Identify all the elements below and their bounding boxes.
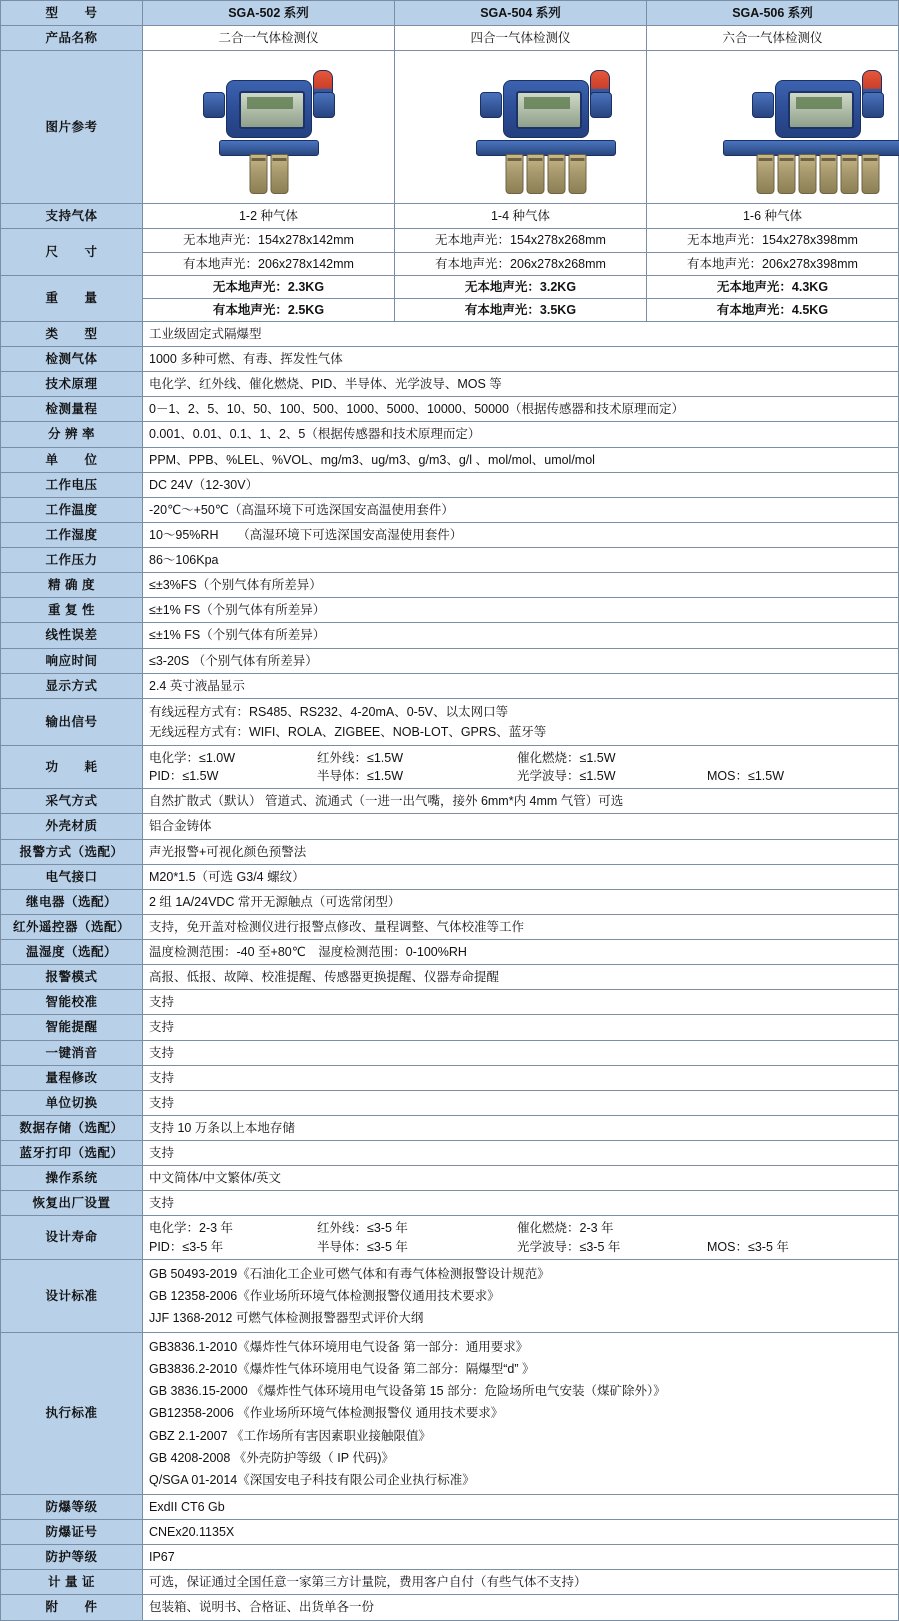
table-row-metrology-cert bbox=[1, 1570, 899, 1595]
table-row-humidity bbox=[1, 522, 899, 547]
row-label-output: 输出信号 bbox=[1, 698, 143, 745]
exec-standard-line-3: GB 3836.15-2000 《爆炸性气体环境用电气设备第 15 部分：危险场所电气安装（煤矿除外）》 bbox=[149, 1384, 666, 1399]
row-value-type: 工业级固定式隔爆型 bbox=[143, 321, 899, 346]
row-value-smart-reminder: 支持 bbox=[143, 1015, 899, 1040]
lifetime-row-1 bbox=[149, 1219, 892, 1237]
table-row-temp-humidity bbox=[1, 940, 899, 965]
table-row-size bbox=[1, 229, 899, 275]
row-label-smart-calibration: 智能校准 bbox=[1, 990, 143, 1015]
row-value-relay: 2 组 1A/24VDC 常开无源触点（可选常闭型） bbox=[143, 889, 899, 914]
row-label-relay: 继电器（选配） bbox=[1, 889, 143, 914]
column-header-502: SGA-502 系列 bbox=[143, 1, 395, 26]
gas-support-502: 1-2 种气体 bbox=[143, 204, 395, 229]
row-label-response-time: 响应时间 bbox=[1, 648, 143, 673]
row-value-temperature: -20℃～+50℃（高温环境下可选深国安高温使用套件） bbox=[143, 497, 899, 522]
design-standard-line-2: GB 12358-2006《作业场所环境气体检测报警仪通用技术要求》 bbox=[149, 1288, 500, 1303]
row-label-bluetooth-print: 蓝牙打印（选配） bbox=[1, 1141, 143, 1166]
row-label-range: 检测量程 bbox=[1, 397, 143, 422]
row-value-display: 2.4 英寸液晶显示 bbox=[143, 673, 899, 698]
exec-standard-line-6: GB 4208-2008 《外壳防护等级（ IP 代码)》 bbox=[149, 1450, 394, 1465]
output-wireless: 无线远程方式有：WIFI、ROLA、ZIGBEE、NOB-LOT、GPRS、蓝牙等 bbox=[149, 724, 547, 739]
row-label-exec-standard: 执行标准 bbox=[1, 1333, 143, 1495]
table-row-display bbox=[1, 673, 899, 698]
table-row-temperature bbox=[1, 497, 899, 522]
power-electrochemical: 电化学：≤1.0W bbox=[149, 751, 236, 765]
row-label-weight: 重 量 bbox=[1, 275, 143, 321]
lifetime-semiconductor: 半导体：≤3-5 年 bbox=[317, 1239, 408, 1254]
row-value-ex-cert: CNEx20.1135X bbox=[143, 1520, 899, 1545]
row-label-smart-reminder: 智能提醒 bbox=[1, 1015, 143, 1040]
product-name-506: 六合一气体检测仪 bbox=[647, 26, 899, 51]
row-label-size: 尺 寸 bbox=[1, 229, 143, 275]
row-value-os: 中文简体/中文繁体/英文 bbox=[143, 1166, 899, 1191]
row-label-electrical-port: 电气接口 bbox=[1, 864, 143, 889]
row-value-ex-grade: ExdII CT6 Gb bbox=[143, 1494, 899, 1519]
gas-detector-icon bbox=[401, 54, 691, 200]
row-label-gas-support: 支持气体 bbox=[1, 204, 143, 229]
table-row-ip-grade bbox=[1, 1545, 899, 1570]
power-optical: 光学波导：≤1.5W bbox=[517, 769, 616, 784]
row-label-design-standard: 设计标准 bbox=[1, 1259, 143, 1332]
row-value-sampling: 自然扩散式（默认） 管道式、流通式（一进一出气嘴，接外 6mm*内 4mm 气管）可选 bbox=[143, 789, 899, 814]
table-row-product-name bbox=[1, 26, 899, 51]
power-pid: PID：≤1.5W bbox=[149, 769, 219, 784]
table-row-sampling bbox=[1, 789, 899, 814]
power-row-2 bbox=[149, 767, 892, 785]
table-row-bluetooth-print bbox=[1, 1141, 899, 1166]
row-value-output bbox=[143, 698, 899, 745]
row-label-alarm-method: 报警方式（选配） bbox=[1, 839, 143, 864]
power-infrared: 红外线：≤1.5W bbox=[317, 751, 404, 765]
table-row-gas-support bbox=[1, 204, 899, 229]
table-row-alarm-mode bbox=[1, 965, 899, 990]
row-label-pressure: 工作压力 bbox=[1, 548, 143, 573]
table-row-weight bbox=[1, 275, 899, 321]
table-row-relay bbox=[1, 889, 899, 914]
row-value-pressure: 86～106Kpa bbox=[143, 548, 899, 573]
table-row-image bbox=[1, 51, 899, 204]
row-value-resolution: 0.001、0.01、0.1、1、2、5（根据传感器和技术原理而定） bbox=[143, 422, 899, 447]
row-label-metrology-cert: 计 量 证 bbox=[1, 1570, 143, 1595]
product-name-504: 四合一气体检测仪 bbox=[395, 26, 647, 51]
power-mos: MOS：≤1.5W bbox=[707, 769, 785, 784]
product-image-504 bbox=[395, 51, 647, 204]
row-label-remote-control: 红外遥控器（选配） bbox=[1, 914, 143, 939]
table-row-range bbox=[1, 397, 899, 422]
table-row-accessories bbox=[1, 1595, 899, 1620]
row-label-ex-cert: 防爆证号 bbox=[1, 1520, 143, 1545]
row-value-linearity: ≤±1% FS（个别气体有所差异） bbox=[143, 623, 899, 648]
weight-504-no-alarm: 无本地声光：3.2KG bbox=[464, 279, 577, 294]
row-value-bluetooth-print: 支持 bbox=[143, 1141, 899, 1166]
table-row-os bbox=[1, 1166, 899, 1191]
product-name-502: 二合一气体检测仪 bbox=[143, 26, 395, 51]
table-row-lifetime bbox=[1, 1216, 899, 1259]
row-value-range: 0－1、2、5、10、50、100、500、1000、5000、10000、50000（根据传感器和技术原理而定） bbox=[143, 397, 899, 422]
row-label-model: 型 号 bbox=[1, 1, 143, 26]
table-row-type bbox=[1, 321, 899, 346]
design-standard-line-1: GB 50493-2019《石油化工企业可燃气体和有毒气体检测报警设计规范》 bbox=[149, 1266, 550, 1281]
exec-standard-line-7: Q/SGA 01-2014《深国安电子科技有限公司企业执行标准》 bbox=[149, 1472, 475, 1487]
table-row-material bbox=[1, 814, 899, 839]
row-value-alarm-method: 声光报警+可视化颜色预警法 bbox=[143, 839, 899, 864]
row-label-repeatability: 重 复 性 bbox=[1, 598, 143, 623]
row-value-humidity: 10～95%RH （高湿环境下可选深国安高湿使用套件） bbox=[143, 522, 899, 547]
row-value-voltage: DC 24V（12-30V） bbox=[143, 472, 899, 497]
row-value-range-modify: 支持 bbox=[143, 1065, 899, 1090]
column-header-506: SGA-506 系列 bbox=[647, 1, 899, 26]
table-row-smart-reminder bbox=[1, 1015, 899, 1040]
row-label-linearity: 线性误差 bbox=[1, 623, 143, 648]
weight-506-no-alarm: 无本地声光：4.3KG bbox=[716, 279, 829, 294]
row-label-voltage: 工作电压 bbox=[1, 472, 143, 497]
table-row-principle bbox=[1, 372, 899, 397]
table-row-exec-standard bbox=[1, 1333, 899, 1495]
table-row-factory-reset bbox=[1, 1191, 899, 1216]
row-label-image: 图片参考 bbox=[1, 51, 143, 204]
table-row-repeatability bbox=[1, 598, 899, 623]
gas-support-506: 1-6 种气体 bbox=[647, 204, 899, 229]
exec-standard-line-4: GB12358-2006 《作业场所环境气体检测报警仪 通用技术要求》 bbox=[149, 1406, 504, 1421]
weight-506-with-alarm: 有本地声光：4.5KG bbox=[647, 298, 898, 321]
product-image-506 bbox=[647, 51, 899, 204]
row-value-electrical-port: M20*1.5（可选 G3/4 螺纹） bbox=[143, 864, 899, 889]
power-semiconductor: 半导体：≤1.5W bbox=[317, 769, 404, 784]
table-row-power bbox=[1, 746, 899, 789]
row-label-ip-grade: 防护等级 bbox=[1, 1545, 143, 1570]
lifetime-optical: 光学波导：≤3-5 年 bbox=[517, 1239, 621, 1254]
row-value-alarm-mode: 高报、低报、故障、校准提醒、传感器更换提醒、仪器寿命提醒 bbox=[143, 965, 899, 990]
row-label-os: 操作系统 bbox=[1, 1166, 143, 1191]
column-header-504: SGA-504 系列 bbox=[395, 1, 647, 26]
row-label-data-storage: 数据存储（选配） bbox=[1, 1115, 143, 1140]
output-wired: 有线远程方式有：RS485、RS232、4-20mA、0-5V、以太网口等 bbox=[149, 704, 509, 719]
table-row-resolution bbox=[1, 422, 899, 447]
size-502-with-alarm: 有本地声光：206x278x142mm bbox=[143, 252, 394, 275]
row-value-detect-gas: 1000 多种可燃、有毒、挥发性气体 bbox=[143, 347, 899, 372]
row-label-product-name: 产品名称 bbox=[1, 26, 143, 51]
row-label-accuracy: 精 确 度 bbox=[1, 573, 143, 598]
table-row-unit-switch bbox=[1, 1090, 899, 1115]
row-label-material: 外壳材质 bbox=[1, 814, 143, 839]
table-row-unit bbox=[1, 447, 899, 472]
weight-502 bbox=[143, 275, 395, 321]
row-label-unit: 单 位 bbox=[1, 447, 143, 472]
table-row-model bbox=[1, 1, 899, 26]
weight-502-with-alarm: 有本地声光：2.5KG bbox=[143, 298, 394, 321]
size-504 bbox=[395, 229, 647, 275]
exec-standard-line-5: GBZ 2.1-2007 《工作场所有害因素职业接触限值》 bbox=[149, 1428, 431, 1443]
row-value-principle: 电化学、红外线、催化燃烧、PID、半导体、光学波导、MOS 等 bbox=[143, 372, 899, 397]
table-row-response-time bbox=[1, 648, 899, 673]
row-value-response-time: ≤3-20S （个别气体有所差异） bbox=[143, 648, 899, 673]
exec-standard-line-1: GB3836.1-2010《爆炸性气体环境用电气设备 第一部分：通用要求》 bbox=[149, 1340, 529, 1354]
row-value-accessories: 包装箱、说明书、合格证、出货单各一份 bbox=[143, 1595, 899, 1620]
table-row-linearity bbox=[1, 623, 899, 648]
table-row-data-storage bbox=[1, 1115, 899, 1140]
size-502 bbox=[143, 229, 395, 275]
table-row-smart-calibration bbox=[1, 990, 899, 1015]
table-row-detect-gas bbox=[1, 347, 899, 372]
row-value-smart-calibration: 支持 bbox=[143, 990, 899, 1015]
row-value-data-storage: 支持 10 万条以上本地存储 bbox=[143, 1115, 899, 1140]
table-row-ex-grade bbox=[1, 1494, 899, 1519]
row-label-unit-switch: 单位切换 bbox=[1, 1090, 143, 1115]
power-catalytic: 催化燃烧：≤1.5W bbox=[517, 751, 616, 765]
lifetime-infrared: 红外线：≤3-5 年 bbox=[317, 1221, 408, 1236]
row-label-type: 类 型 bbox=[1, 321, 143, 346]
row-value-metrology-cert: 可选，保证通过全国任意一家第三方计量院，费用客户自付（有些气体不支持） bbox=[143, 1570, 899, 1595]
table-row-accuracy bbox=[1, 573, 899, 598]
row-value-accuracy: ≤±3%FS（个别气体有所差异） bbox=[143, 573, 899, 598]
product-image-502 bbox=[143, 51, 395, 204]
table-row-electrical-port bbox=[1, 864, 899, 889]
row-value-power bbox=[143, 746, 899, 789]
lifetime-row-2 bbox=[149, 1238, 892, 1256]
weight-504 bbox=[395, 275, 647, 321]
weight-504-with-alarm: 有本地声光：3.5KG bbox=[395, 298, 646, 321]
table-row-range-modify bbox=[1, 1065, 899, 1090]
lifetime-pid: PID：≤3-5 年 bbox=[149, 1239, 224, 1254]
row-label-mute: 一键消音 bbox=[1, 1040, 143, 1065]
row-label-display: 显示方式 bbox=[1, 673, 143, 698]
table-row-remote-control bbox=[1, 914, 899, 939]
row-label-factory-reset: 恢复出厂设置 bbox=[1, 1191, 143, 1216]
row-value-design-standard bbox=[143, 1259, 899, 1332]
row-label-accessories: 附 件 bbox=[1, 1595, 143, 1620]
table-row-design-standard bbox=[1, 1259, 899, 1332]
row-value-factory-reset: 支持 bbox=[143, 1191, 899, 1216]
table-row-alarm-method bbox=[1, 839, 899, 864]
table-row-ex-cert bbox=[1, 1520, 899, 1545]
row-value-unit-switch: 支持 bbox=[143, 1090, 899, 1115]
row-label-principle: 技术原理 bbox=[1, 372, 143, 397]
gas-support-504: 1-4 种气体 bbox=[395, 204, 647, 229]
size-502-no-alarm: 无本地声光：154x278x142mm bbox=[183, 233, 354, 248]
row-label-resolution: 分 辨 率 bbox=[1, 422, 143, 447]
size-504-with-alarm: 有本地声光：206x278x268mm bbox=[395, 252, 646, 275]
row-label-lifetime: 设计寿命 bbox=[1, 1216, 143, 1259]
row-value-repeatability: ≤±1% FS（个别气体有所差异） bbox=[143, 598, 899, 623]
size-504-no-alarm: 无本地声光：154x278x268mm bbox=[435, 233, 606, 248]
power-row-1 bbox=[149, 749, 892, 767]
size-506 bbox=[647, 229, 899, 275]
gas-detector-icon bbox=[653, 54, 899, 200]
size-506-no-alarm: 无本地声光：154x278x398mm bbox=[687, 233, 858, 248]
size-506-with-alarm: 有本地声光：206x278x398mm bbox=[647, 252, 898, 275]
table-row-output bbox=[1, 698, 899, 745]
row-label-range-modify: 量程修改 bbox=[1, 1065, 143, 1090]
row-value-ip-grade: IP67 bbox=[143, 1545, 899, 1570]
weight-506 bbox=[647, 275, 899, 321]
row-label-temperature: 工作温度 bbox=[1, 497, 143, 522]
exec-standard-line-2: GB3836.2-2010《爆炸性气体环境用电气设备 第二部分：隔爆型“d” 》 bbox=[149, 1362, 535, 1377]
row-value-temp-humidity: 温度检测范围：-40 至+80℃ 湿度检测范围：0-100%RH bbox=[143, 940, 899, 965]
row-label-power: 功 耗 bbox=[1, 746, 143, 789]
table-row-voltage bbox=[1, 472, 899, 497]
gas-detector-icon bbox=[164, 54, 374, 200]
row-label-temp-humidity: 温湿度（选配） bbox=[1, 940, 143, 965]
row-value-unit: PPM、PPB、%LEL、%VOL、mg/m3、ug/m3、g/m3、g/l 、mol/mol、umol/mol bbox=[143, 447, 899, 472]
row-label-alarm-mode: 报警模式 bbox=[1, 965, 143, 990]
lifetime-electrochemical: 电化学：2-3 年 bbox=[149, 1221, 234, 1236]
weight-502-no-alarm: 无本地声光：2.3KG bbox=[212, 279, 325, 294]
row-value-exec-standard bbox=[143, 1333, 899, 1495]
lifetime-mos: MOS：≤3-5 年 bbox=[707, 1239, 789, 1254]
row-value-lifetime bbox=[143, 1216, 899, 1259]
design-standard-line-3: JJF 1368-2012 可燃气体检测报警器型式评价大纲 bbox=[149, 1310, 424, 1325]
row-value-material: 铝合金铸体 bbox=[143, 814, 899, 839]
lifetime-catalytic: 催化燃烧：2-3 年 bbox=[517, 1221, 614, 1236]
row-value-remote-control: 支持，免开盖对检测仪进行报警点修改、量程调整、气体校准等工作 bbox=[143, 914, 899, 939]
row-label-detect-gas: 检测气体 bbox=[1, 347, 143, 372]
row-label-ex-grade: 防爆等级 bbox=[1, 1494, 143, 1519]
table-row-pressure bbox=[1, 548, 899, 573]
row-value-mute: 支持 bbox=[143, 1040, 899, 1065]
row-label-humidity: 工作湿度 bbox=[1, 522, 143, 547]
row-label-sampling: 采气方式 bbox=[1, 789, 143, 814]
table-row-mute bbox=[1, 1040, 899, 1065]
